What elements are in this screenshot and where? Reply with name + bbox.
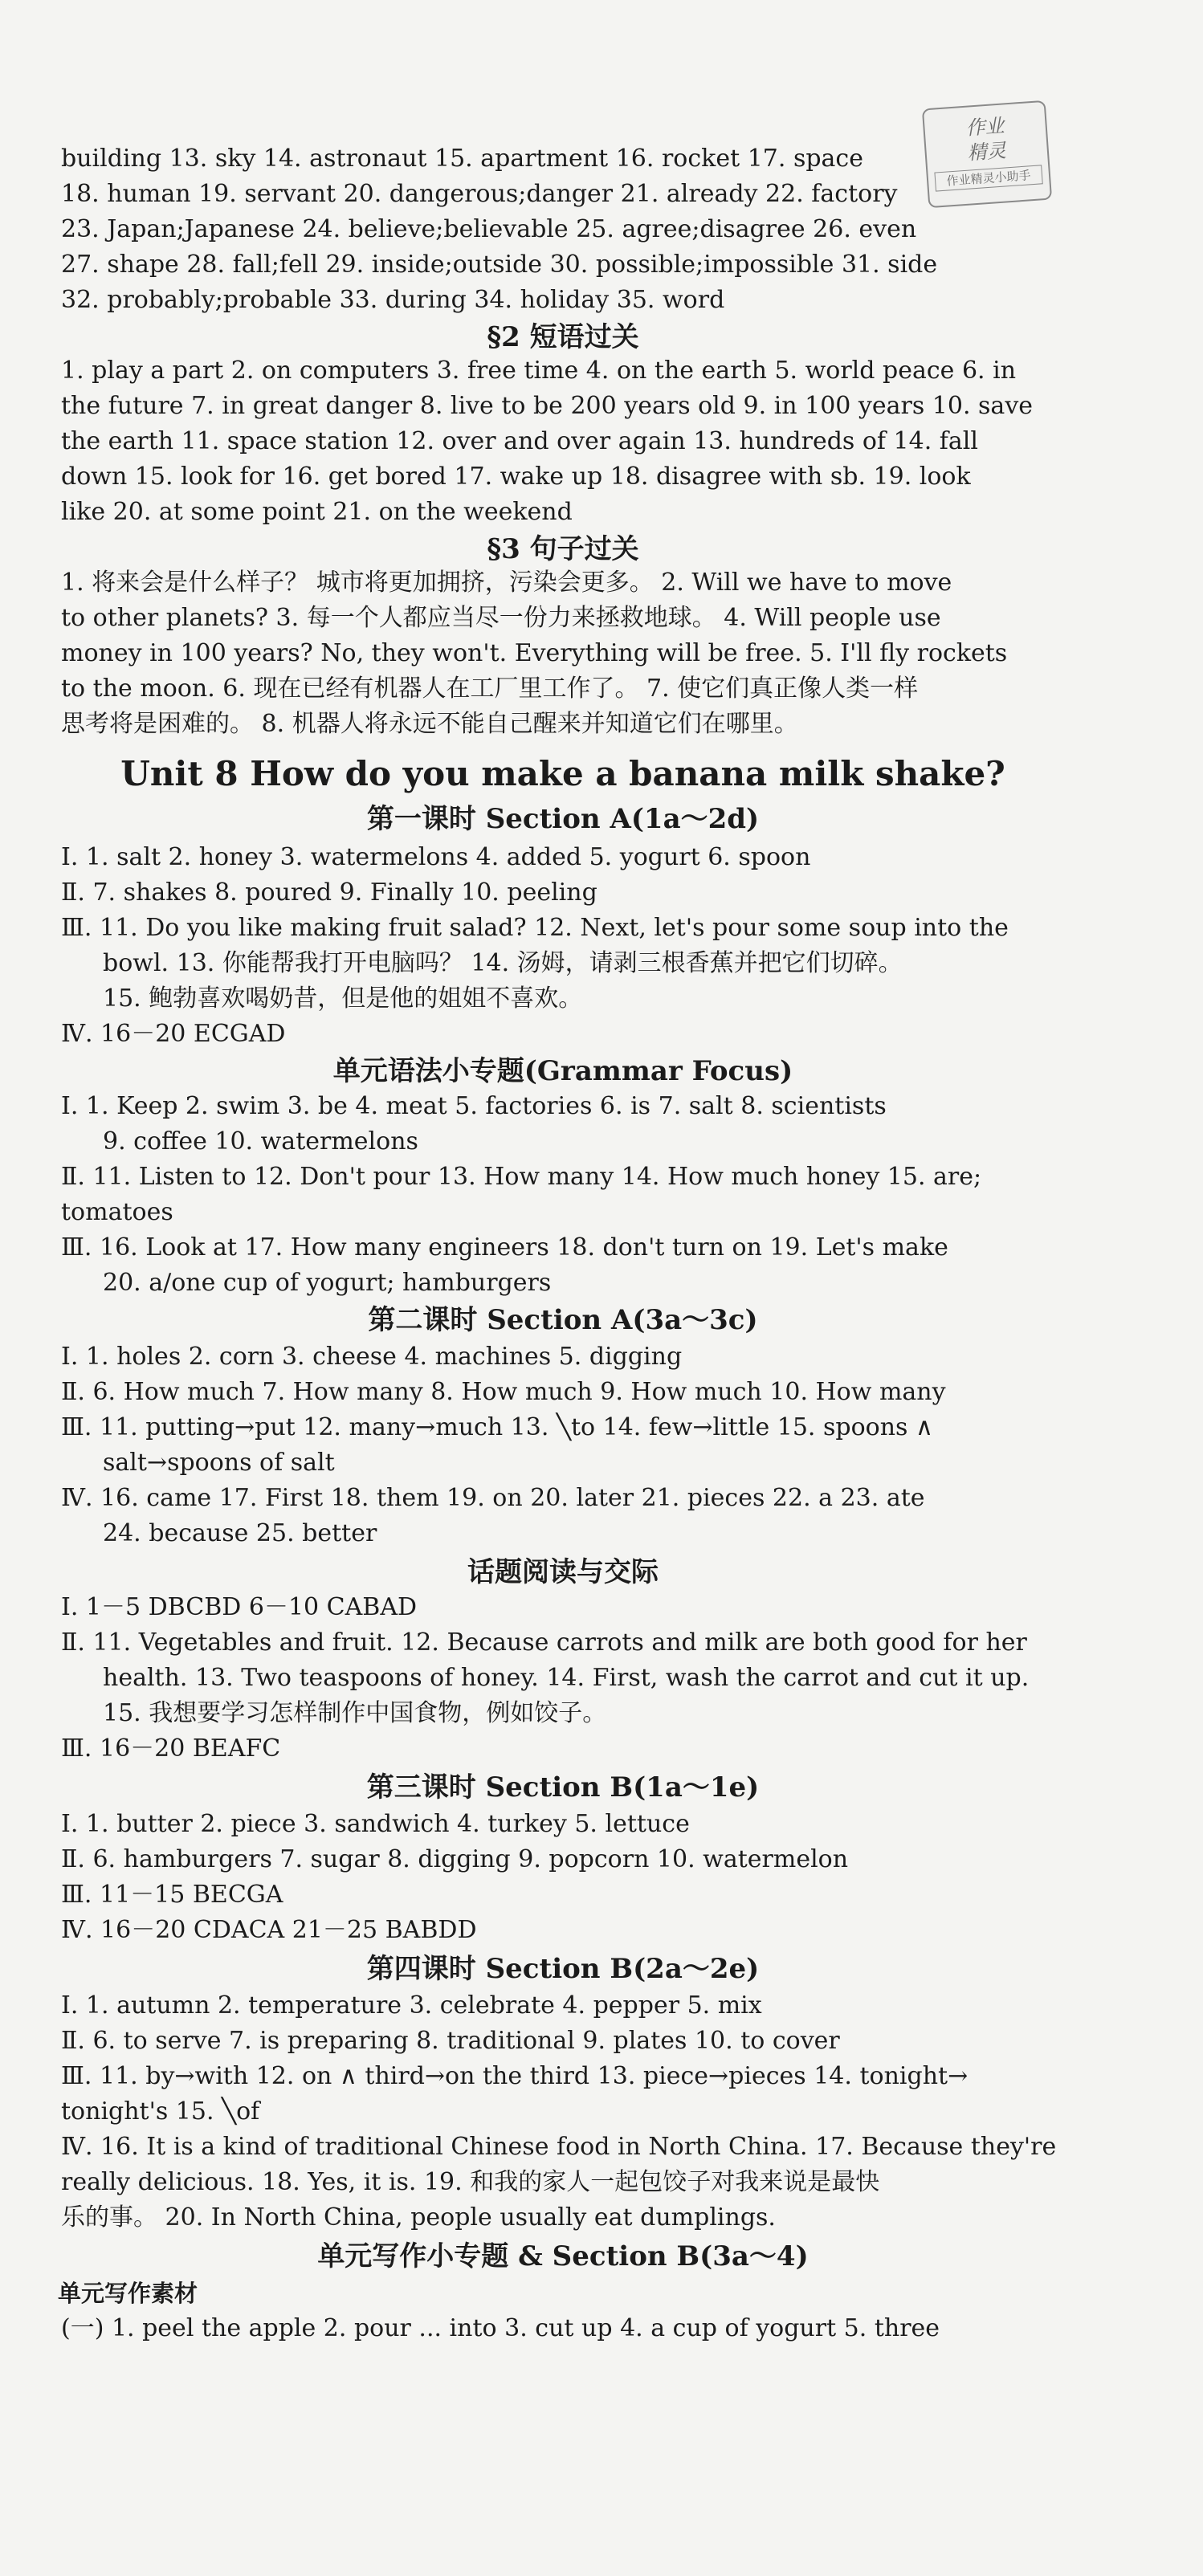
answer-line: Ⅳ. 16. came 17. First 18. them 19. on 20. later 21. pieces 22. a 23. ate [61, 1484, 925, 1512]
answer-line: 15. 我想要学习怎样制作中国食物，例如饺子。 [103, 1699, 607, 1727]
answer-line: Ⅳ. 16－20 ECGAD [61, 1020, 286, 1048]
answer-line: money in 100 years? No, they won't. Everything will be free. 5. I'll fly rockets [61, 639, 1008, 667]
answer-line: bowl. 13. 你能帮我打开电脑吗？ 14. 汤姆，请剥三根香蕉并把它们切碎。 [103, 949, 903, 977]
answer-line: (一) 1. peel the apple 2. pour ... into 3. cut up 4. a cup of yogurt 5. three [61, 2314, 940, 2342]
answer-line: Ⅰ. 1－5 DBCBD 6－10 CABAD [61, 1593, 418, 1621]
answer-line: Ⅲ. 11. by→with 12. on ∧ third→on the third 13. piece→pieces 14. tonight→ [61, 2062, 969, 2090]
answer-line: Ⅰ. 1. butter 2. piece 3. sandwich 4. turkey 5. lettuce [61, 1810, 690, 1838]
answer-line: Ⅲ. 11－15 BECGA [61, 1881, 283, 1909]
lesson-heading: 单元语法小专题(Grammar Focus) [332, 1055, 793, 1087]
answer-line: 20. a/one cup of yogurt; hamburgers [103, 1269, 552, 1297]
answer-line: Ⅰ. 1. autumn 2. temperature 3. celebrate 4. pepper 5. mix [61, 1991, 762, 2020]
answer-line: Ⅱ. 6. to serve 7. is preparing 8. traditional 9. plates 10. to cover [61, 2027, 840, 2055]
answer-line: really delicious. 18. Yes, it is. 19. 和我的家人一起包饺子对我来说是最快 [61, 2168, 880, 2196]
lesson-heading: 第三课时 Section B(1a～1e) [366, 1771, 760, 1804]
unit-title: Unit 8 How do you make a banana milk shake? [120, 754, 1005, 793]
answer-line: Ⅲ. 16－20 BEAFC [61, 1734, 281, 1763]
answer-line: Ⅰ. 1. salt 2. honey 3. watermelons 4. added 5. yogurt 6. spoon [61, 843, 811, 871]
answer-line: 9. coffee 10. watermelons [103, 1127, 418, 1156]
answer-line: down 15. look for 16. get bored 17. wake up 18. disagree with sb. 19. look [61, 463, 971, 491]
answer-line: Ⅲ. 11. putting→put 12. many→much 13. ╲to 14. few→little 15. spoons ∧ [61, 1413, 933, 1441]
answer-line: Ⅱ. 11. Vegetables and fruit. 12. Because carrots and milk are both good for her [61, 1628, 1027, 1657]
subsection-heading: 单元写作素材 [58, 2280, 198, 2307]
answer-line: 思考将是困难的。 8. 机器人将永远不能自己醒来并知道它们在哪里。 [61, 710, 798, 738]
answer-line: Ⅳ. 16－20 CDACA 21－25 BABDD [61, 1916, 477, 1944]
answer-line: tonight's 15. ╲of [61, 2097, 260, 2126]
answer-line: Ⅲ. 16. Look at 17. How many engineers 18. don't turn on 19. Let's make [61, 1233, 948, 1262]
answer-line: 1. play a part 2. on computers 3. free time 4. on the earth 5. world peace 6. in [61, 357, 1017, 385]
answer-line: 15. 鲍勃喜欢喝奶昔，但是他的姐姐不喜欢。 [103, 984, 583, 1013]
answer-line: Ⅱ. 7. shakes 8. poured 9. Finally 10. peeling [61, 878, 597, 907]
answer-line: 32. probably;probable 33. during 34. holiday 35. word [61, 286, 725, 314]
stamp-top-text: 作业 [964, 114, 1005, 140]
answer-line: 24. because 25. better [103, 1519, 377, 1547]
answer-line: the earth 11. space station 12. over and over again 13. hundreds of 14. fall [61, 427, 978, 455]
answer-line: like 20. at some point 21. on the weekend [61, 498, 573, 526]
answer-line: 1. 将来会是什么样子？ 城市将更加拥挤，污染会更多。 2. Will we have to move [61, 569, 952, 597]
answer-line: Ⅱ. 6. How much 7. How many 8. How much 9. How much 10. How many [61, 1378, 946, 1406]
answer-line: salt→spoons of salt [103, 1449, 335, 1477]
section-heading: 单元写作小专题 & Section B(3a～4) [317, 2240, 809, 2272]
answer-line: Ⅱ. 6. hamburgers 7. sugar 8. digging 9. popcorn 10. watermelon [61, 1845, 849, 1873]
lesson-heading: 第一课时 Section A(1a～2d) [366, 803, 760, 835]
answer-line: Ⅰ. 1. holes 2. corn 3. cheese 4. machines 5. digging [61, 1343, 683, 1371]
answer-line: 23. Japan;Japanese 24. believe;believable 25. agree;disagree 26. even [61, 215, 917, 243]
section-heading: §2 短语过关 [487, 321, 639, 353]
stamp-middle-text: 精灵 [966, 139, 1007, 165]
answer-line: Ⅲ. 11. Do you like making fruit salad? 12. Next, let's pour some soup into the [61, 914, 1009, 942]
section-heading: 话题阅读与交际 [467, 1556, 659, 1588]
answer-line: health. 13. Two teaspoons of honey. 14. First, wash the carrot and cut it up. [103, 1664, 1030, 1692]
answer-line: Ⅱ. 11. Listen to 12. Don't pour 13. How many 14. How much honey 15. are; [61, 1163, 982, 1191]
answer-line: to other planets? 3. 每一个人都应当尽一份力来拯救地球。 4. Will people use [61, 604, 941, 632]
answer-line: 乐的事。 20. In North China, people usually eat dumplings. [61, 2203, 776, 2232]
answer-line: to the moon. 6. 现在已经有机器人在工厂里工作了。 7. 使它们真正像人类一样 [61, 675, 919, 703]
answer-line: building 13. sky 14. astronaut 15. apartment 16. rocket 17. space [61, 145, 863, 173]
section-heading: §3 句子过关 [487, 533, 639, 565]
answer-line: 27. shape 28. fall;fell 29. inside;outside 30. possible;impossible 31. side [61, 251, 938, 279]
answer-line: tomatoes [61, 1198, 173, 1226]
answer-line: 18. human 19. servant 20. dangerous;danger 21. already 22. factory [61, 180, 898, 208]
answer-line: Ⅳ. 16. It is a kind of traditional Chinese food in North China. 17. Because they're [61, 2133, 1057, 2161]
answer-line: Ⅰ. 1. Keep 2. swim 3. be 4. meat 5. factories 6. is 7. salt 8. scientists [61, 1092, 887, 1120]
answer-line: the future 7. in great danger 8. live to be 200 years old 9. in 100 years 10. save [61, 392, 1034, 420]
stamp-bottom-text: 作业精灵小助手 [934, 165, 1042, 191]
lesson-heading: 第二课时 Section A(3a～3c) [368, 1304, 758, 1336]
lesson-heading: 第四课时 Section B(2a～2e) [366, 1953, 760, 1985]
